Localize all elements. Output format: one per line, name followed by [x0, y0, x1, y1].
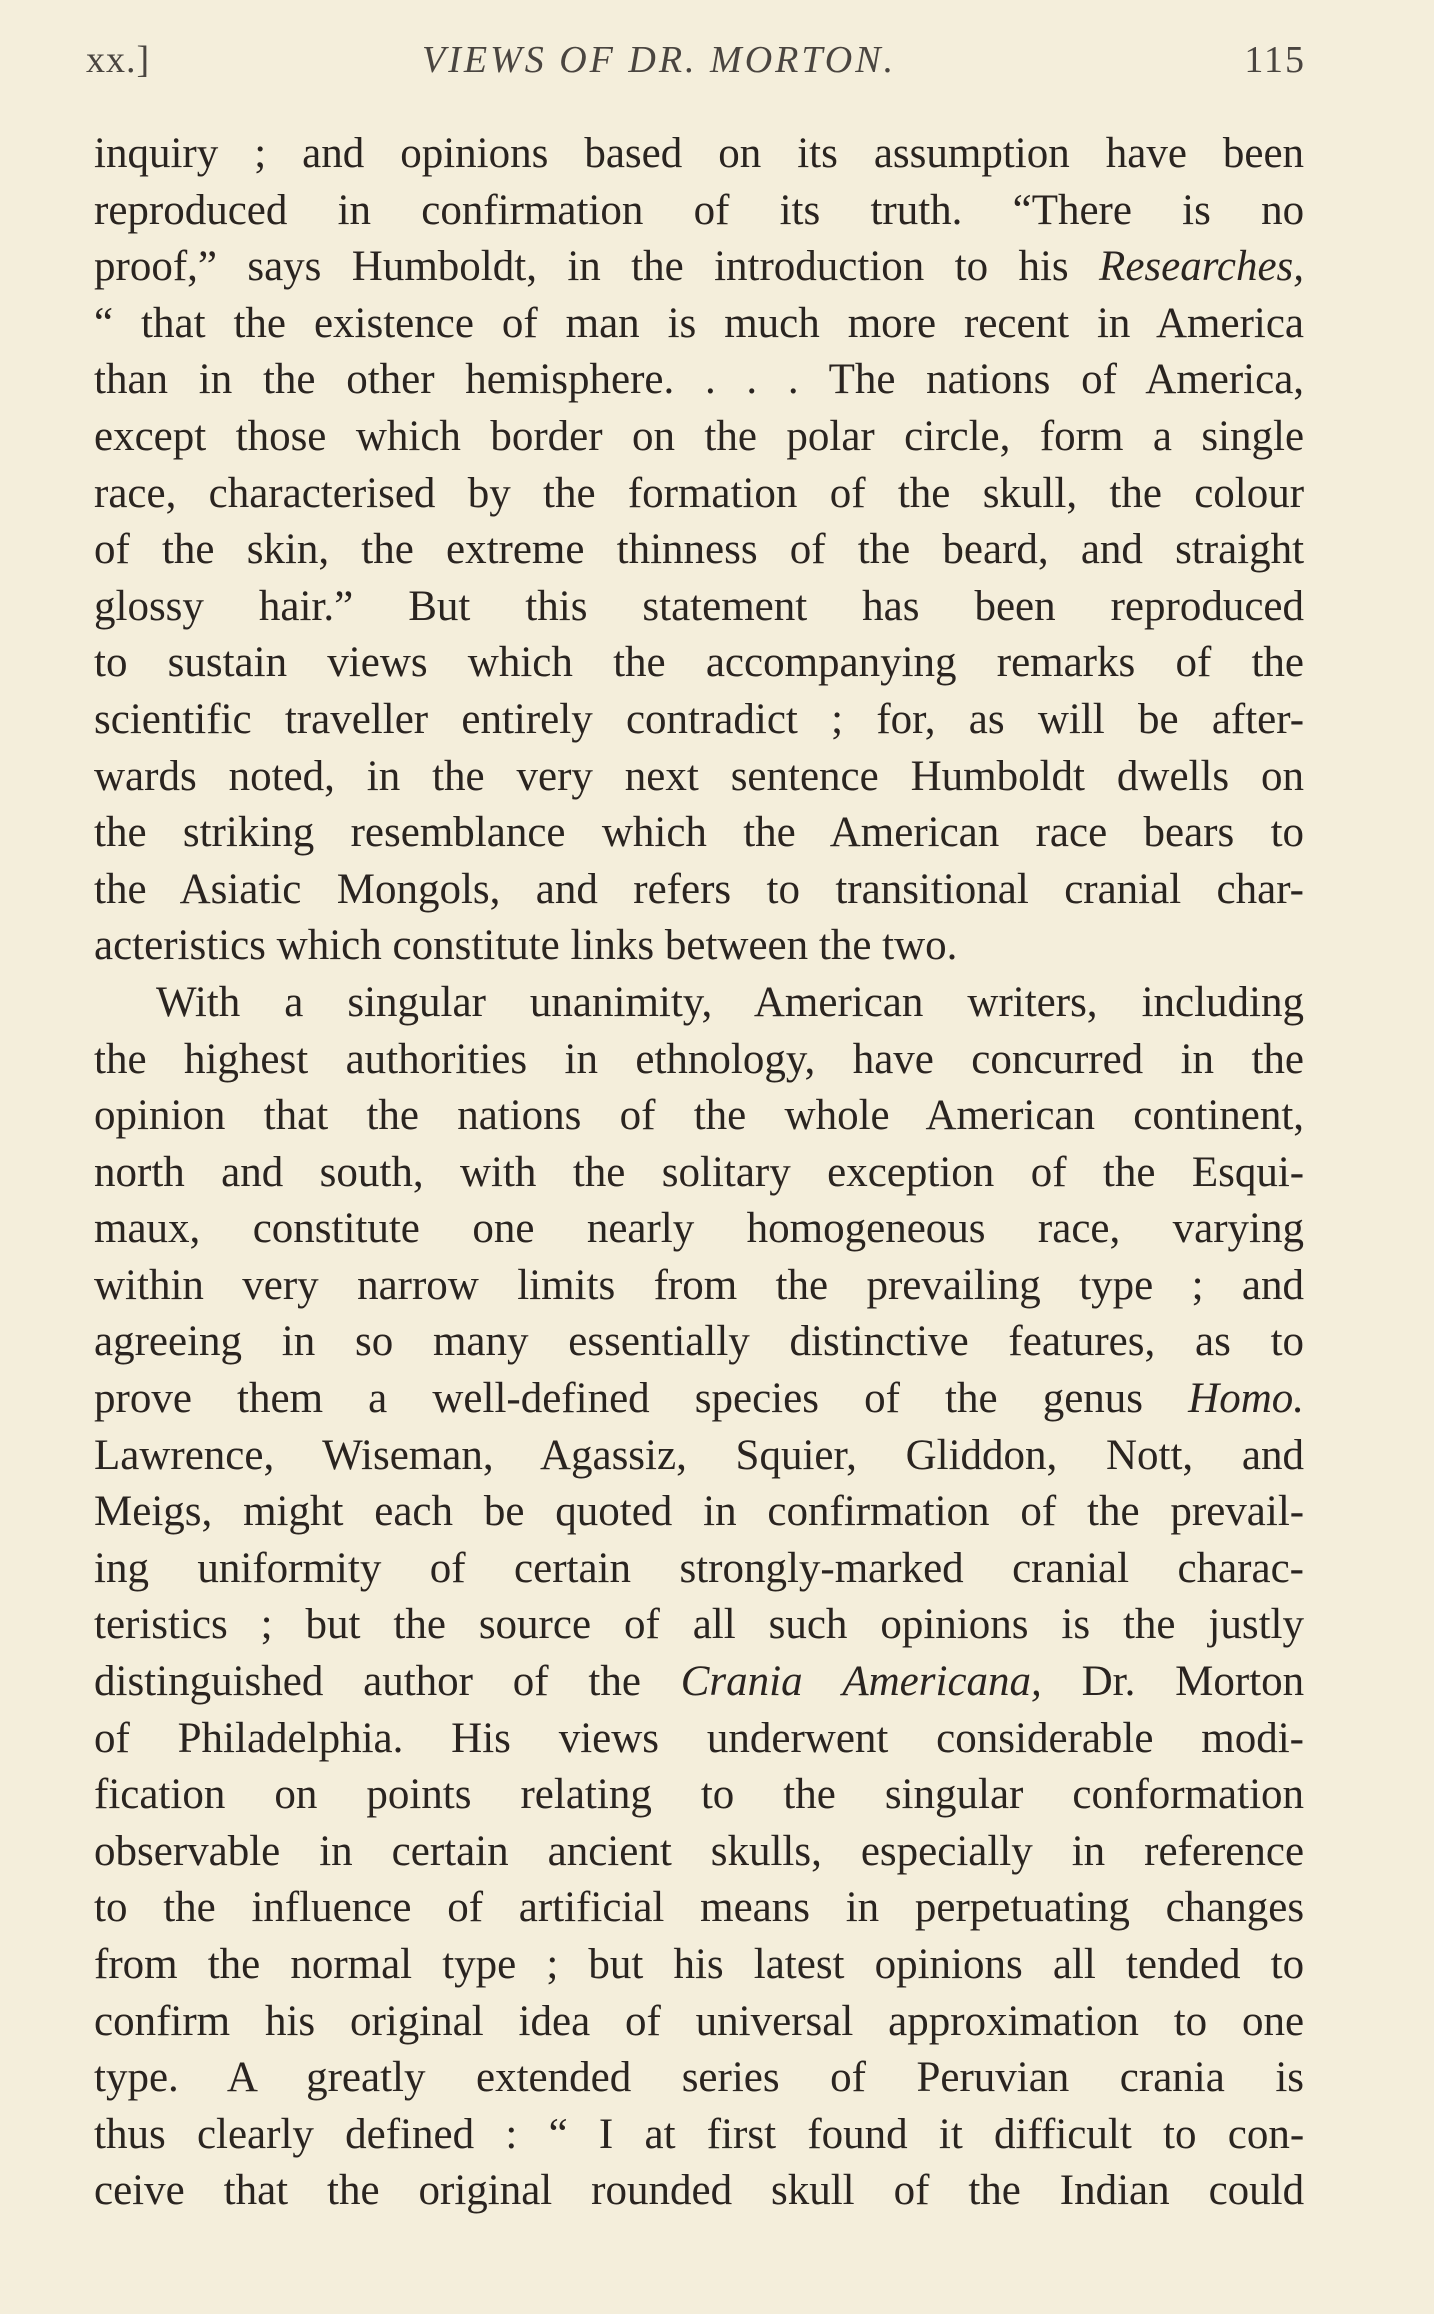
text-line: ceive that the original rounded skull of the Indian could — [94, 2167, 1304, 2215]
text-line: proof,” says Humboldt, in the introduction to his Researches, — [94, 243, 1304, 291]
text-line: than in the other hemisphere. . . . The nations of America, — [94, 356, 1304, 404]
text-line: glossy hair.” But this statement has been reproduced — [94, 582, 1304, 630]
text-line: race, characterised by the formation of the skull, the colour — [94, 469, 1304, 517]
paragraph — [94, 975, 1304, 2220]
text-line: ing uniformity of certain strongly-marked cranial charac- — [94, 1544, 1304, 1592]
text-line: of the skin, the extreme thinness of the beard, and straight — [94, 526, 1304, 574]
running-head — [86, 38, 1306, 88]
chapter-number: xx.] — [86, 39, 151, 81]
text-line: maux, constitute one nearly homogeneous race, varying — [94, 1205, 1304, 1253]
text-line: distinguished author of the Crania Americana, Dr. Morton — [94, 1658, 1304, 1706]
text-line: to the influence of artificial means in perpetuating changes — [94, 1884, 1304, 1932]
text-line: within very narrow limits from the prevailing type ; and — [94, 1261, 1304, 1309]
text-line: from the normal type ; but his latest opinions all tended to — [94, 1941, 1304, 1988]
text-line: the Asiatic Mongols, and refers to transitional cranial char- — [94, 865, 1304, 913]
text-line: agreeing in so many essentially distinctive features, as to — [94, 1318, 1304, 1366]
text-line: scientific traveller entirely contradict ; for, as will be after- — [94, 695, 1304, 743]
text-line: type. A greatly extended series of Peruvian crania is — [94, 2054, 1304, 2102]
text-line: prove them a well-defined species of the genus Homo. — [94, 1375, 1304, 1423]
text-line: observable in certain ancient skulls, especially in reference — [94, 1827, 1304, 1875]
running-title: VIEWS OF DR. MORTON. — [422, 39, 897, 81]
text-line: opinion that the nations of the whole American continent, — [94, 1092, 1304, 1140]
text-line: north and south, with the solitary exception of the Esqui- — [94, 1148, 1304, 1196]
text-line: the striking resemblance which the American race bears to — [94, 809, 1304, 857]
text-line: confirm his original idea of universal approximation to one — [94, 1997, 1304, 2045]
body-text — [94, 126, 1304, 2220]
text-line: With a singular unanimity, American writers, including — [156, 978, 1304, 1026]
text-line: “ that the existence of man is much more recent in America — [94, 299, 1304, 347]
text-line: reproduced in confirmation of its truth. “There is no — [94, 186, 1304, 234]
text-line: except those which border on the polar circle, form a single — [94, 412, 1304, 460]
text-line: of Philadelphia. His views underwent considerable modi- — [94, 1714, 1304, 1762]
page-number: 115 — [1244, 39, 1306, 81]
text-line: thus clearly defined : “ I at first found it difficult to con- — [94, 2110, 1304, 2158]
text-line: acteristics which constitute links between the two. — [94, 922, 958, 970]
text-line: to sustain views which the accompanying remarks of the — [94, 639, 1304, 687]
text-line: the highest authorities in ethnology, have concurred in the — [94, 1035, 1304, 1083]
text-line: fication on points relating to the singular conformation — [94, 1771, 1304, 1819]
text-line: inquiry ; and opinions based on its assumption have been — [94, 130, 1304, 177]
text-line: Meigs, might each be quoted in confirmation of the prevail- — [94, 1488, 1304, 1536]
text-line: Lawrence, Wiseman, Agassiz, Squier, Gliddon, Nott, and — [94, 1431, 1304, 1479]
text-line: wards noted, in the very next sentence Humboldt dwells on — [94, 752, 1304, 800]
text-line: teristics ; but the source of all such opinions is the justly — [94, 1601, 1304, 1649]
paragraph — [94, 126, 1304, 975]
